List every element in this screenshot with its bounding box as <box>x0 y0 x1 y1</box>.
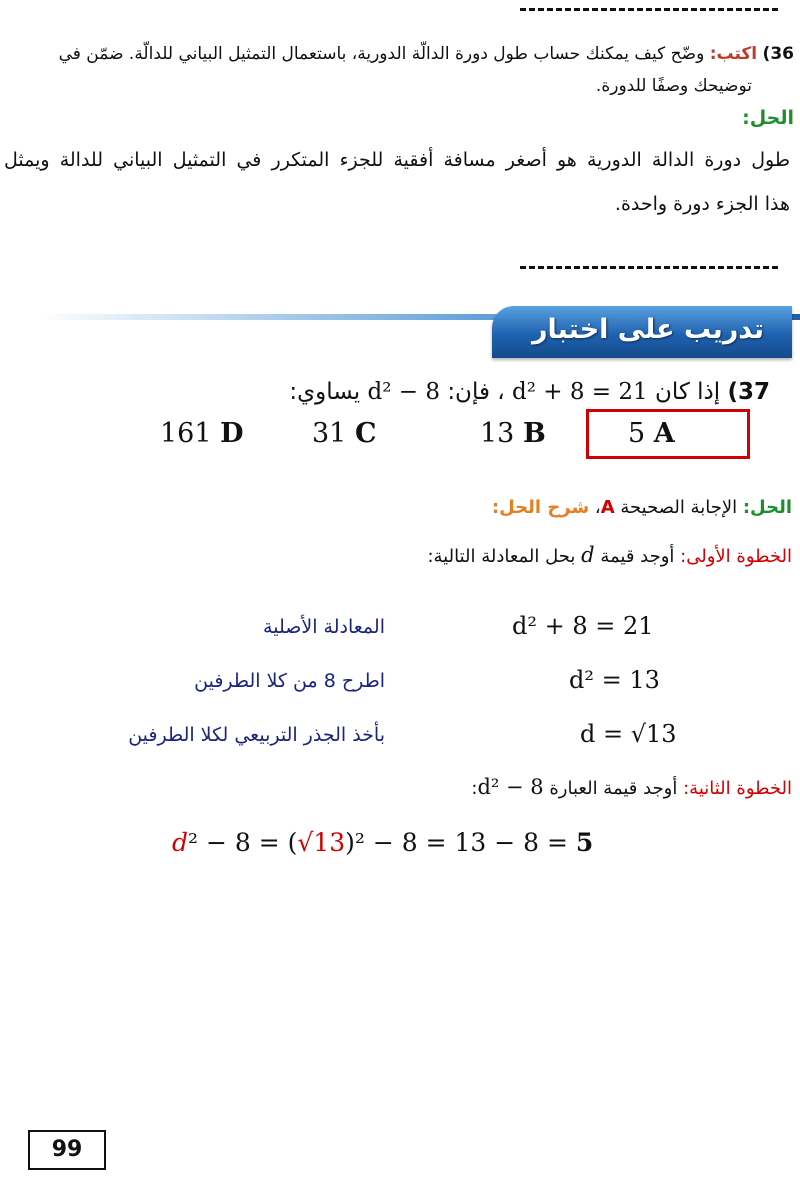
choice-c <box>312 418 376 449</box>
choice-a-value: 5 <box>628 418 646 449</box>
q36-answer-line2: هذا الجزء دورة واحدة. <box>614 193 790 215</box>
step3-reason: بأخذ الجذر التربيعي لكلا الطرفين <box>128 724 385 746</box>
choice-a-letter: A <box>653 418 675 449</box>
step2-header: الخطوة الثانية: أوجد قيمة العبارة d² − 8: <box>471 775 792 799</box>
section-banner <box>0 306 800 364</box>
step-row-3 <box>0 720 800 756</box>
final-root: √13 <box>297 828 346 857</box>
step1-text2: بحل المعادلة التالية: <box>427 546 576 567</box>
q36-solution-label: الحل: <box>742 107 794 129</box>
q36-line1 <box>4 38 794 70</box>
final-part-2: )² − 8 = 13 − 8 = <box>345 828 576 857</box>
choice-c-letter: C <box>354 418 377 449</box>
q37-condition: d² + 8 = 21 <box>512 379 648 405</box>
step1-reason: المعادلة الأصلية <box>263 616 385 638</box>
q36-number: 36) <box>762 44 794 64</box>
choice-d-value: 161 <box>160 418 212 449</box>
step-row-1 <box>0 612 800 648</box>
step1-equation: d² + 8 = 21 <box>512 612 654 640</box>
page-number: 99 <box>28 1130 106 1170</box>
q37-prefix: إذا كان <box>654 379 721 405</box>
choice-b-letter: B <box>522 418 546 449</box>
choice-a <box>628 418 675 449</box>
q36-text-line1: وضّح كيف يمكنك حساب طول دورة الدالّة الدورية، باستعمال التمثيل البياني للدالّة. ضمّن في <box>58 44 705 64</box>
step2-label: الخطوة الثانية: <box>683 778 792 799</box>
q37-correct-text: الإجابة الصحيحة <box>620 497 738 518</box>
step2-expr: d² − 8 <box>477 775 544 799</box>
banner-tab <box>492 306 792 358</box>
step3-equation: d = √13 <box>580 720 677 748</box>
q37-explain-label: شرح الحل: <box>491 497 590 518</box>
question-36 <box>4 38 794 134</box>
q37-solution-header: الحل: الإجابة الصحيحة A، شرح الحل: <box>491 497 792 518</box>
q36-answer-line1: طول دورة الدالة الدورية هو أصغر مسافة أفقية للجزء المتكرر في التمثيل البياني للدالة ويمثل <box>4 149 790 171</box>
final-part-1: ² − 8 = ( <box>188 828 298 857</box>
middle-divider <box>520 266 778 269</box>
choice-b-value: 13 <box>480 418 515 449</box>
section-title: تدريب على اختبار <box>531 314 764 345</box>
q36-line2 <box>4 70 794 102</box>
step1-header <box>12 543 792 567</box>
choice-d-letter: D <box>220 418 244 449</box>
q37-number: 37) <box>727 379 770 405</box>
step2-text: أوجد قيمة العبارة <box>549 778 678 799</box>
step1-label: الخطوة الأولى: <box>680 546 792 567</box>
q37-middle: ، فإن: <box>447 379 505 405</box>
q36-text-line2: توضيحك وصفًا للدورة. <box>595 76 752 96</box>
q37-suffix: يساوي: <box>289 379 361 405</box>
q37-expression: d² − 8 <box>367 379 440 405</box>
choice-b <box>480 418 546 449</box>
final-result: 5 <box>575 828 594 857</box>
q37-correct-letter: A <box>600 497 615 518</box>
choice-c-value: 31 <box>312 418 347 449</box>
step1-text: أوجد قيمة <box>600 546 675 567</box>
step2-reason: اطرح 8 من كلا الطرفين <box>194 670 385 692</box>
choice-d <box>160 418 244 449</box>
q36-answer <box>4 138 790 226</box>
step1-var: d <box>581 543 595 567</box>
final-equation <box>172 828 593 857</box>
q36-label: اكتب: <box>709 44 758 64</box>
q37-solution-label: الحل: <box>742 497 792 518</box>
question-37 <box>10 372 770 412</box>
top-divider <box>520 8 778 11</box>
step2-equation: d² = 13 <box>569 666 660 694</box>
final-var-d: d <box>172 828 189 857</box>
step-row-2 <box>0 666 800 702</box>
